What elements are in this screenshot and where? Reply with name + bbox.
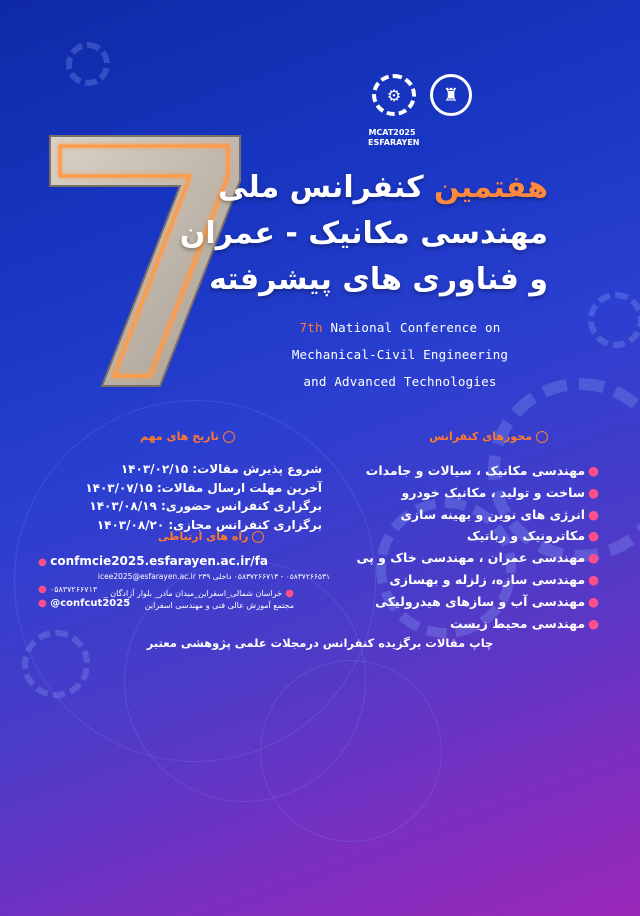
english-title-ordinal: 7th <box>299 320 323 335</box>
location-icon: ● <box>282 588 294 599</box>
list-item: ●مکاترونیک و رباتیک <box>322 525 602 547</box>
target-icon <box>536 431 548 443</box>
dates-list <box>32 460 322 534</box>
contacts-heading-text: راه های ارتباطی <box>158 530 249 543</box>
list-item: ●ساخت و تولید ، مکانیک خودرو <box>322 482 602 504</box>
phone-icon: ● <box>38 584 50 595</box>
calendar-icon <box>223 431 235 443</box>
instagram-icon: ● <box>38 598 51 609</box>
persian-title-line1 <box>218 170 548 205</box>
bullet-icon: ● <box>588 506 599 522</box>
university-emblem-icon: ♜ <box>430 74 472 116</box>
english-title-line2: Mechanical-Civil Engineering <box>291 347 509 362</box>
list-item: آخرین مهلت ارسال مقالات: ۱۴۰۳/۰۷/۱۵ <box>85 480 322 495</box>
list-item: شروع پذیرش مقالات: ۱۴۰۳/۰۲/۱۵ <box>120 462 322 476</box>
contacts-heading <box>158 530 264 543</box>
gear-icon <box>588 292 640 348</box>
bullet-icon: ● <box>588 484 599 500</box>
website-link[interactable]: ● confmcie2025.esfarayen.ac.ir/fa <box>38 554 268 568</box>
persian-title-line1-rest: کنفرانس ملی <box>218 170 434 205</box>
list-item: ●مهندسی سازه، زلزله و بهسازی <box>322 569 602 591</box>
list-item: ●انرژی های نوین و بهینه سازی <box>322 504 602 526</box>
list-item: ●مهندسی مکانیک ، سیالات و جامدات <box>322 460 602 482</box>
bullet-icon: ● <box>588 571 599 587</box>
phone-email-line: ۰۵۸۳۷۲۶۶۵۳۱ - ۰۵۸۳۷۲۶۶۷۱۳ داخلی ۲۳۹ icee2025@esfarayen.ac.ir <box>97 572 330 581</box>
phone-line-2: ● ۰۵۸۳۷۲۶۶۷۱۳ <box>38 584 98 595</box>
publication-note: چاپ مقالات برگزیده کنفرانس درمجلات علمی پژوهشی معتبر <box>146 636 494 650</box>
list-item: ●مهندسی آب و سازهای هیدرولیکی <box>322 591 602 613</box>
mcat-logo-label <box>368 128 420 148</box>
list-item: برگزاری کنفرانس مجازی: ۱۴۰۳/۰۸/۲۰ <box>96 517 322 532</box>
english-title-line1 <box>240 314 560 341</box>
phone-icon <box>252 531 264 543</box>
list-item: برگزاری کنفرانس حضوری: ۱۴۰۳/۰۸/۱۹ <box>89 499 322 513</box>
bullet-icon: ● <box>588 593 599 609</box>
bullet-icon: ● <box>588 615 599 631</box>
english-title-line3: and Advanced Technologies <box>303 374 497 389</box>
persian-title-line2: مهندسی مکانیک - عمران <box>179 216 548 251</box>
mcat-logo-text: MCAT2025 <box>368 128 416 137</box>
background-circle <box>260 660 442 842</box>
globe-icon: ● <box>38 557 51 568</box>
persian-title-highlight: هفتمین <box>434 170 548 205</box>
gear-icon <box>66 42 110 86</box>
instagram-link[interactable]: ● @confcut2025 <box>38 598 131 609</box>
english-title-line1-rest: National Conference on <box>322 320 501 335</box>
bullet-icon: ● <box>588 463 599 478</box>
list-item: ●مهندسی عمران ، مهندسی خاک و پی <box>322 547 602 569</box>
bullet-icon: ● <box>588 528 599 544</box>
dates-heading-text: تاریخ های مهم <box>140 430 219 443</box>
mcat-logo-subtext: ESFARAYEN <box>368 138 420 147</box>
topics-list <box>322 460 602 634</box>
persian-title-line3: و فناوری های پیشرفته <box>209 262 548 297</box>
neon-seven-graphic <box>40 126 250 396</box>
topics-heading-text: محورهای کنفرانس <box>429 430 532 443</box>
topics-heading <box>429 430 548 443</box>
bullet-icon: ● <box>588 550 599 566</box>
dates-heading <box>140 430 235 443</box>
address-text: ● خراسان شمالی_اسفراین_میدان مادر_ بلوار آزادگان _ مجتمع آموزش عالی فنی و مهندسی اسفراین <box>103 588 294 610</box>
mcat-logo-icon: ⚙ <box>372 74 416 116</box>
list-item: ●مهندسی محیط زیست <box>322 613 602 635</box>
